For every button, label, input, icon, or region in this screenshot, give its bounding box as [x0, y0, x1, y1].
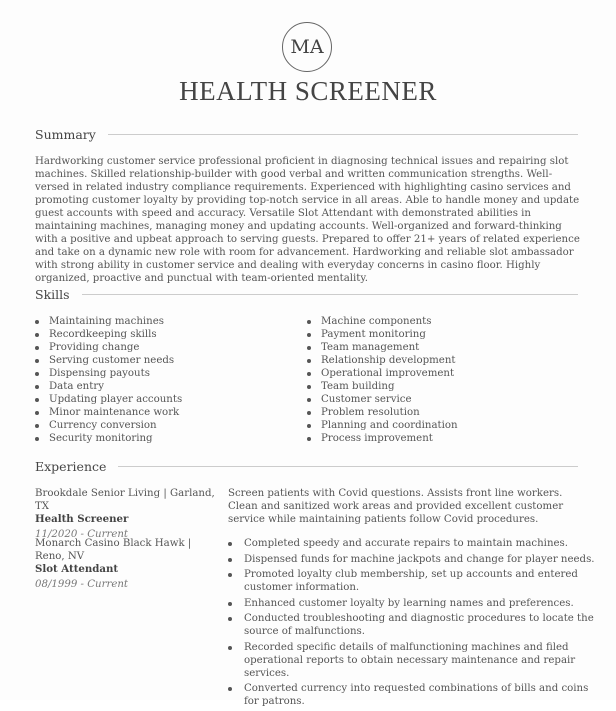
list-item: Problem resolution: [307, 406, 458, 419]
list-item: Planning and coordination: [307, 419, 458, 432]
list-item: Maintaining machines: [35, 315, 182, 328]
list-item: Payment monitoring: [307, 328, 458, 341]
list-item: Promoted loyalty club membership, set up accounts and entered customer information.: [228, 568, 595, 594]
list-item: Security monitoring: [35, 432, 182, 445]
list-item: Recordkeeping skills: [35, 328, 182, 341]
list-item: Process improvement: [307, 432, 458, 445]
list-item: Dispensing payouts: [35, 367, 182, 380]
job-dates: 11/2020 - Current: [35, 529, 129, 540]
skills-heading: [35, 287, 578, 302]
list-item: Relationship development: [307, 354, 458, 367]
list-item: Dispensed funds for machine jackpots and change for player needs.: [228, 553, 595, 566]
job-company: Monarch Casino Black Hawk | Reno, NV: [35, 538, 192, 562]
initials: MA: [290, 36, 324, 58]
list-item: Customer service: [307, 393, 458, 406]
skills-heading-text: Skills: [35, 287, 70, 302]
list-item: Currency conversion: [35, 419, 182, 432]
summary-heading-text: Summary: [35, 127, 96, 142]
skills-right-list: [307, 315, 458, 445]
summary-heading: [35, 127, 578, 142]
experience-heading: [35, 459, 578, 474]
list-item: Updating player accounts: [35, 393, 182, 406]
list-item: Enhanced customer loyalty by learning names and preferences.: [228, 597, 595, 610]
summary-text: Hardworking customer service professional proficient in diagnosing technical issues and repairing slot machines. Skilled relationship-builder with good verbal and written communication strengths. Well-versed in related industry compliance requirements. Experienced with highlighting casino services and promoting customer loyalty by providing top-notch service in all areas. Able to handle money and update guest accounts with speed and accuracy. Versatile Slot Attendant with demonstrated abilities in maintaining machines, managing money and updating accounts. Well-organized and forward-thinking with a positive and upbeat approach to serving guests. Prepared to offer 21+ years of related experience and take on a dynamic new role with room for advancement. Hardworking and reliable slot ambassador with strong ability in customer service and dealing with everyday concerns in casino floor. Highly organized, proactive and punctual with team-oriented mentality.: [35, 156, 580, 284]
job-bullets: [228, 537, 595, 711]
list-item: Recorded specific details of malfunctioning machines and filed operational reports to obtain necessary maintenance and repair services.: [228, 641, 595, 680]
list-item: Team building: [307, 380, 458, 393]
job-role: Health Screener: [35, 513, 129, 525]
list-item: Minor maintenance work: [35, 406, 182, 419]
list-item: Operational improvement: [307, 367, 458, 380]
list-item: Converted currency into requested combinations of bills and coins for patrons.: [228, 682, 595, 708]
list-item: Data entry: [35, 380, 182, 393]
list-item: Conducted troubleshooting and diagnostic procedures to locate the source of malfunctions.: [228, 612, 595, 638]
resume-title: HEALTH SCREENER: [179, 76, 437, 106]
list-item: Completed speedy and accurate repairs to maintain machines.: [228, 537, 595, 550]
list-item: Providing change: [35, 341, 182, 354]
job-dates: 08/1999 - Current: [35, 579, 129, 590]
list-item: Serving customer needs: [35, 354, 182, 367]
job-role: Slot Attendant: [35, 563, 119, 575]
monogram: [282, 22, 332, 72]
divider: [82, 294, 578, 295]
divider: [108, 134, 578, 135]
experience-heading-text: Experience: [35, 459, 107, 474]
job-description: Screen patients with Covid questions. Assists front line workers. Clean and sanitized work areas and provided excellent customer service while maintaining patients follow Covid procedures.: [228, 488, 564, 525]
job-company: Brookdale Senior Living | Garland, TX: [35, 488, 215, 512]
divider: [118, 466, 578, 467]
skills-left-list: [35, 315, 182, 445]
job-entry: [35, 487, 595, 541]
list-item: Team management: [307, 341, 458, 354]
list-item: Machine components: [307, 315, 458, 328]
job-entry: [35, 537, 595, 711]
